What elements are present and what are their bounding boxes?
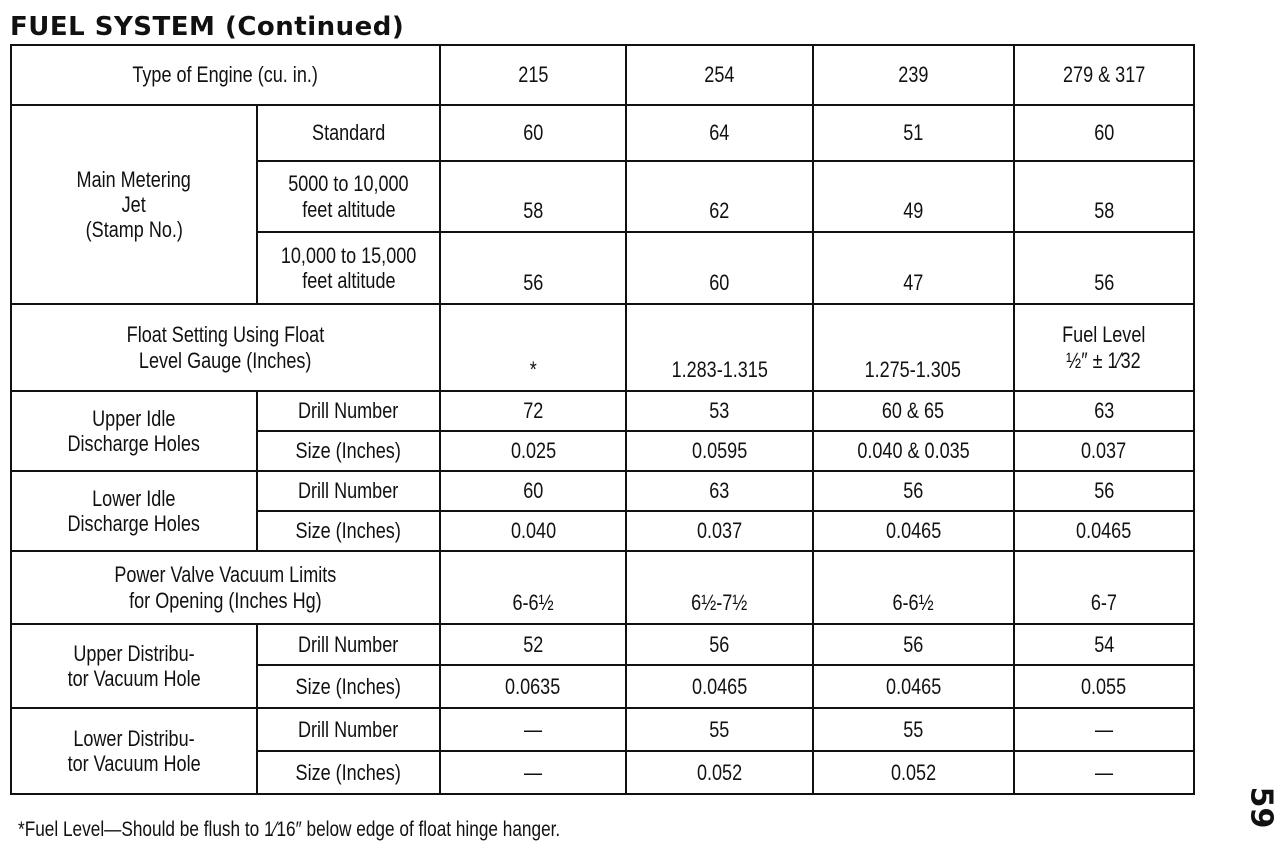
table-cell: 6½-7½	[626, 551, 813, 624]
table-cell: 0.0635	[440, 665, 627, 708]
main-metering-label: Main Metering Jet (Stamp No.)	[11, 105, 257, 304]
power-valve-row	[11, 551, 1194, 624]
upper-idle-drill-row	[11, 391, 1194, 431]
drill-number-label: Drill Number	[257, 391, 439, 431]
engine-254: 254	[626, 45, 813, 105]
table-cell: 0.052	[813, 751, 1014, 794]
table-cell: 62	[626, 161, 813, 232]
table-cell: 60	[440, 471, 627, 511]
table-cell: 60	[626, 232, 813, 304]
table-cell: 0.0465	[626, 665, 813, 708]
table-cell: 1.275-1.305	[813, 304, 1014, 391]
altitude-5000-label: 5000 to 10,000 feet altitude	[257, 161, 439, 232]
lower-idle-drill-row	[11, 471, 1194, 511]
table-cell: 56	[1014, 471, 1194, 511]
table-cell: 55	[626, 708, 813, 751]
main-metering-standard-row	[11, 105, 1194, 161]
table-cell: 60	[440, 105, 627, 161]
table-cell: 0.0595	[626, 431, 813, 471]
standard-label: Standard	[257, 105, 439, 161]
table-cell: 6-7	[1014, 551, 1194, 624]
table-cell: 0.040	[440, 511, 627, 551]
table-cell: 56	[626, 624, 813, 665]
engine-215: 215	[440, 45, 627, 105]
table-cell: 64	[626, 105, 813, 161]
size-label: Size (Inches)	[257, 751, 439, 794]
drill-number-label: Drill Number	[257, 471, 439, 511]
size-label: Size (Inches)	[257, 665, 439, 708]
drill-number-label: Drill Number	[257, 708, 439, 751]
upper-distributor-drill-row	[11, 624, 1194, 665]
table-cell: 53	[626, 391, 813, 431]
table-cell: 63	[626, 471, 813, 511]
table-cell: 49	[813, 161, 1014, 232]
table-cell: 0.0465	[813, 511, 1014, 551]
table-cell: 6-6½	[813, 551, 1014, 624]
table-cell: 51	[813, 105, 1014, 161]
table-cell: 72	[440, 391, 627, 431]
table-cell: 56	[813, 624, 1014, 665]
lower-distributor-label: Lower Distribu- tor Vacuum Hole	[11, 708, 257, 794]
table-cell: 0.0465	[1014, 511, 1194, 551]
engine-279-317: 279 & 317	[1014, 45, 1194, 105]
table-cell: 55	[813, 708, 1014, 751]
size-label: Size (Inches)	[257, 431, 439, 471]
table-cell: 58	[1014, 161, 1194, 232]
table-cell: 0.055	[1014, 665, 1194, 708]
table-cell: 0.025	[440, 431, 627, 471]
table-cell: —	[1014, 751, 1194, 794]
engine-type-label: Type of Engine (cu. in.)	[11, 45, 440, 105]
fuel-level-cell: Fuel Level ½″ ± 1⁄32	[1014, 304, 1194, 391]
table-cell: 63	[1014, 391, 1194, 431]
table-cell: 58	[440, 161, 627, 232]
table-cell: 0.052	[626, 751, 813, 794]
table-cell: 0.0465	[813, 665, 1014, 708]
page-title: FUEL SYSTEM (Continued)	[10, 12, 405, 42]
table-cell: 47	[813, 232, 1014, 304]
table-cell: 0.037	[626, 511, 813, 551]
fuel-system-spec-table	[10, 44, 1195, 795]
table-cell: 56	[813, 471, 1014, 511]
size-label: Size (Inches)	[257, 511, 439, 551]
engine-header-row	[11, 45, 1194, 105]
altitude-10000-label: 10,000 to 15,000 feet altitude	[257, 232, 439, 304]
table-cell: 1.283-1.315	[626, 304, 813, 391]
table-cell: 54	[1014, 624, 1194, 665]
power-valve-label: Power Valve Vacuum Limits for Opening (Inches Hg)	[11, 551, 440, 624]
drill-number-label: Drill Number	[257, 624, 439, 665]
table-cell: 60	[1014, 105, 1194, 161]
table-cell: 56	[440, 232, 627, 304]
table-cell: 56	[1014, 232, 1194, 304]
footnote: *Fuel Level—Should be flush to 1⁄16″ below edge of float hinge hanger.	[18, 818, 561, 841]
table-cell: 0.040 & 0.035	[813, 431, 1014, 471]
upper-distributor-label: Upper Distribu- tor Vacuum Hole	[11, 624, 257, 708]
upper-idle-label: Upper Idle Discharge Holes	[11, 391, 257, 471]
float-setting-label: Float Setting Using Float Level Gauge (Inches)	[11, 304, 440, 391]
float-setting-row	[11, 304, 1194, 391]
table-cell: —	[440, 751, 627, 794]
lower-idle-label: Lower Idle Discharge Holes	[11, 471, 257, 551]
table-cell: 52	[440, 624, 627, 665]
engine-239: 239	[813, 45, 1014, 105]
table-cell: —	[1014, 708, 1194, 751]
table-cell: *	[440, 304, 627, 391]
page-number: 59	[1243, 786, 1279, 829]
table-cell: —	[440, 708, 627, 751]
table-cell: 0.037	[1014, 431, 1194, 471]
lower-distributor-drill-row	[11, 708, 1194, 751]
table-cell: 60 & 65	[813, 391, 1014, 431]
table-cell: 6-6½	[440, 551, 627, 624]
